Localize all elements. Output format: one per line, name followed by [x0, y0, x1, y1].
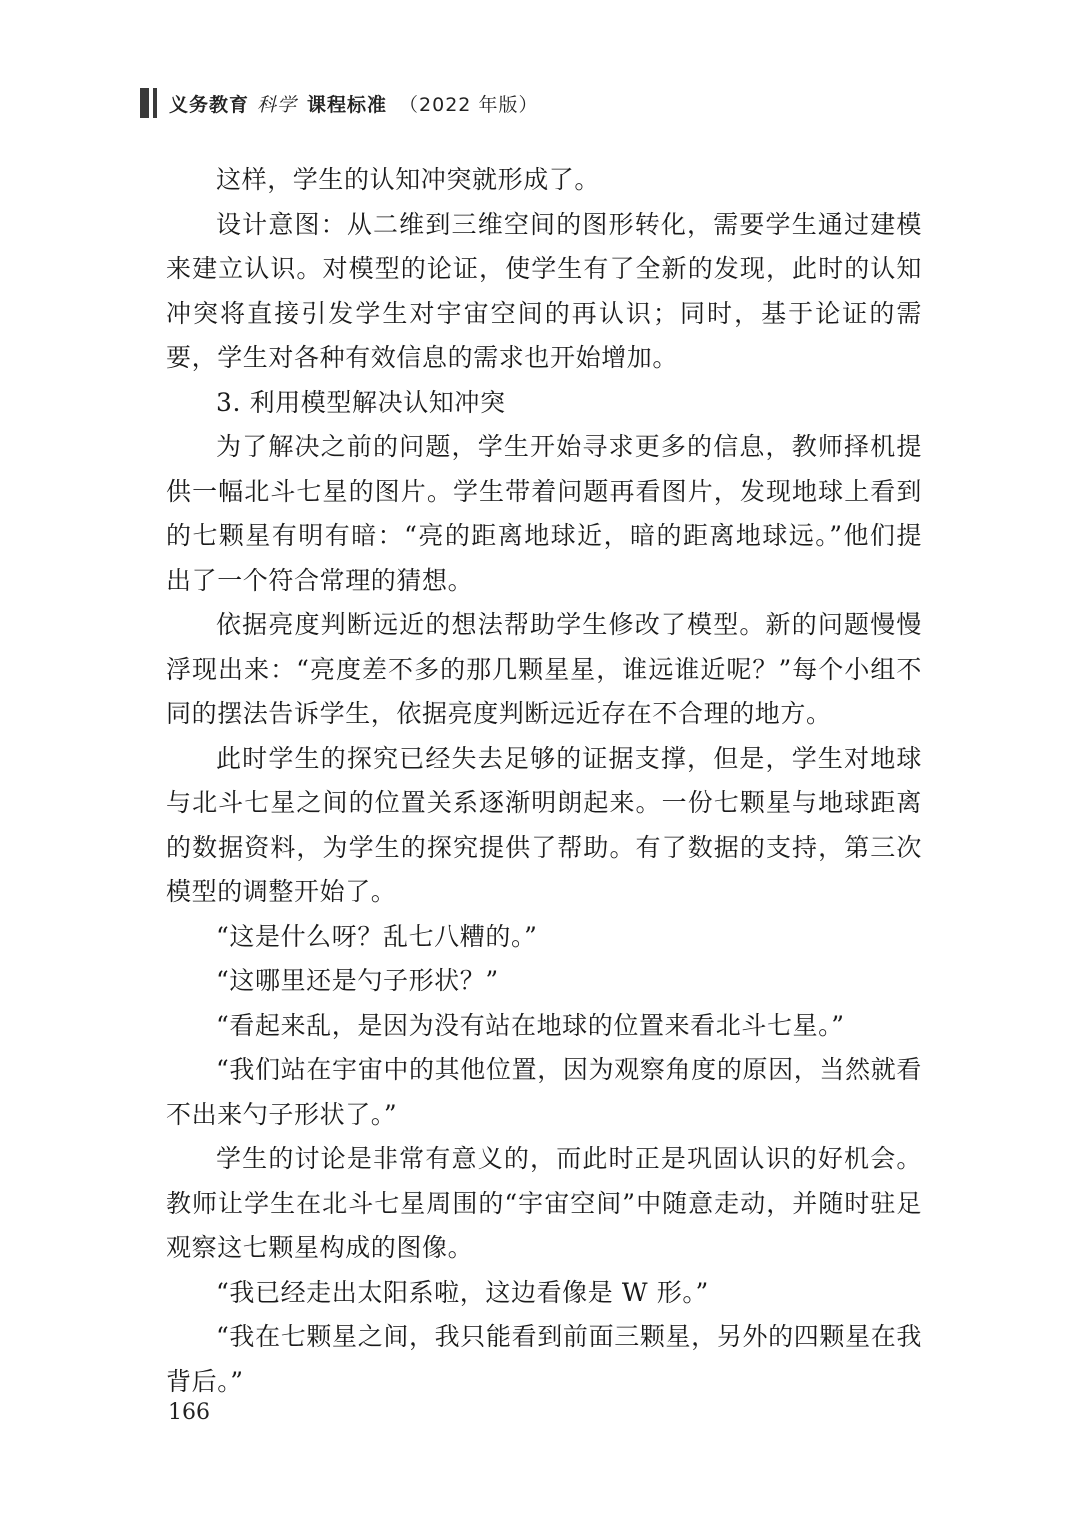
section-heading: 3. 利用模型解决认知冲突 — [216, 387, 506, 417]
quote-5: “我已经走出太阳系啦，这边看像是 W 形。” — [216, 1277, 709, 1307]
paragraph-6: 学生的讨论是非常有意义的，而此时正是巩固认识的好机会。教师让学生在北斗七星周围的“宇宙空间”中随意走动，并随时驻足观察这七颗星构成的图像。 — [166, 1144, 922, 1262]
body-text — [166, 158, 922, 1404]
quote-6: “我在七颗星之间，我只能看到前面三颗星，另外的四颗星在我背后。” — [166, 1322, 922, 1396]
header-bar-mark — [140, 88, 157, 118]
quote-4: “我们站在宇宙中的其他位置，因为观察角度的原因，当然就看不出来勺子形状了。” — [166, 1055, 922, 1129]
header-standard-title: 课程标准 — [307, 93, 388, 116]
header-series: 义务教育 — [169, 93, 250, 116]
paragraph-2: 设计意图：从二维到三维空间的图形转化，需要学生通过建模来建立认识。对模型的论证，使学生有了全新的发现，此时的认知冲突将直接引发学生对宇宙空间的再认识；同时，基于论证的需要，学生对各种有效信息的需求也开始增加。 — [166, 209, 922, 372]
quote-1: “这是什么呀？乱七八糟的。” — [216, 921, 538, 951]
paragraph-5: 此时学生的探究已经失去足够的证据支撑，但是，学生对地球与北斗七星之间的位置关系逐渐明朗起来。一份七颗星与地球距离的数据资料，为学生的探究提供了帮助。有了数据的支持，第三次模型的调整开始了。 — [166, 743, 922, 906]
header-edition: （2022 年版） — [399, 93, 539, 116]
quote-3: “看起来乱，是因为没有站在地球的位置来看北斗七星。” — [216, 1010, 845, 1040]
header-title — [169, 90, 538, 117]
header-subject: 科学 — [257, 93, 298, 116]
running-header — [140, 86, 538, 120]
paragraph-3: 为了解决之前的问题，学生开始寻求更多的信息，教师择机提供一幅北斗七星的图片。学生带着问题再看图片，发现地球上看到的七颗星有明有暗：“亮的距离地球近，暗的距离地球远。”他们提出了一个符合常理的猜想。 — [166, 432, 922, 595]
paragraph-1: 这样，学生的认知冲突就形成了。 — [216, 165, 601, 194]
quote-2: “这哪里还是勺子形状？” — [216, 966, 499, 995]
paragraph-4: 依据亮度判断远近的想法帮助学生修改了模型。新的问题慢慢浮现出来：“亮度差不多的那几颗星星，谁远谁近呢？”每个小组不同的摆法告诉学生，依据亮度判断远近存在不合理的地方。 — [166, 610, 922, 728]
page-number: 166 — [168, 1400, 210, 1425]
header-bar-thin — [153, 88, 157, 118]
header-bar-thick — [140, 88, 149, 118]
